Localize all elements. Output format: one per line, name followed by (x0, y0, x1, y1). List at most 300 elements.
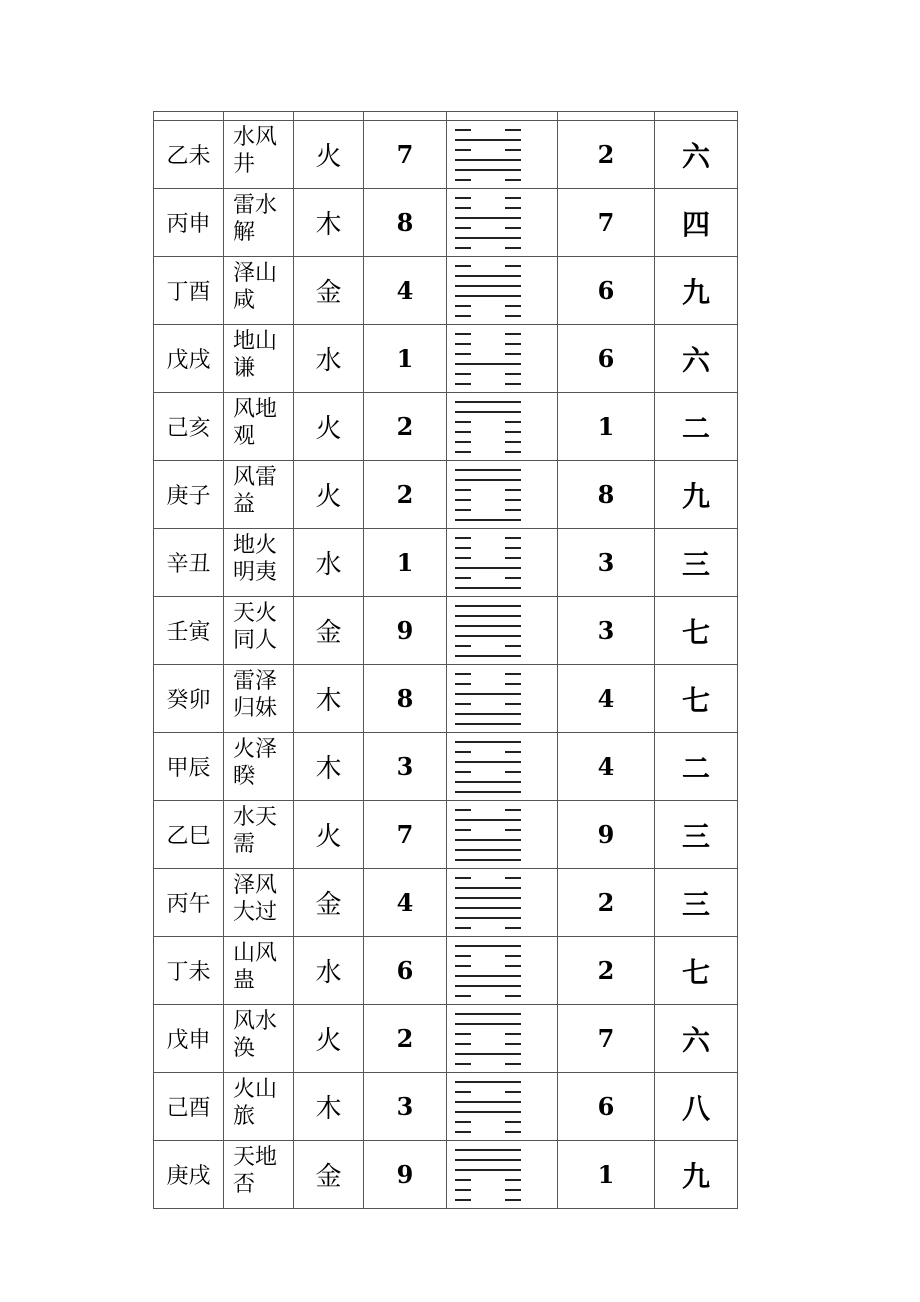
line-segment (505, 995, 521, 997)
number-cell: 9 (364, 1141, 447, 1209)
number-cell: 6 (558, 257, 655, 325)
yang-line (455, 1111, 521, 1113)
line-segment (455, 655, 521, 657)
line-segment (505, 373, 521, 375)
line-segment (505, 149, 521, 151)
line-segment (505, 315, 521, 317)
yang-line (455, 1169, 521, 1171)
line-segment (455, 247, 471, 249)
gua-name-cell (224, 869, 294, 937)
hexagram-icon (455, 332, 521, 385)
line-segment (455, 809, 471, 811)
gua-name-cell (224, 393, 294, 461)
table-row (154, 393, 738, 461)
table-row (154, 529, 738, 597)
gua-name-line1: 雷水 (233, 193, 278, 218)
gua-name-line1: 水风 (233, 125, 278, 150)
line-segment (455, 577, 471, 579)
number-cell: 6 (364, 937, 447, 1005)
line-segment (455, 285, 521, 287)
yang-line (455, 401, 521, 403)
yin-line (455, 1063, 521, 1065)
table-row (154, 1073, 738, 1141)
yin-line (455, 673, 521, 675)
yin-line (455, 1131, 521, 1133)
hexagram-icon (455, 1148, 521, 1201)
gua-name-line2: 明夷 (233, 560, 278, 585)
line-segment (505, 247, 521, 249)
yang-line (455, 139, 521, 141)
number-cell: 8 (558, 461, 655, 529)
gua-name-cell (224, 189, 294, 257)
line-segment (455, 1131, 471, 1133)
line-segment (455, 605, 521, 607)
element-cell: 金 (294, 869, 364, 937)
line-segment (455, 1053, 521, 1055)
line-segment (455, 421, 471, 423)
yin-line (455, 353, 521, 355)
line-segment (455, 1149, 521, 1151)
yang-line (455, 567, 521, 569)
line-segment (455, 975, 521, 977)
line-segment (455, 819, 521, 821)
hexagram-icon (455, 468, 521, 521)
line-segment (455, 1081, 521, 1083)
gua-name-line2: 谦 (233, 356, 256, 381)
line-segment (455, 907, 521, 909)
line-segment (505, 1179, 521, 1181)
yin-line (455, 1121, 521, 1123)
element-cell: 金 (294, 1141, 364, 1209)
line-segment (455, 839, 521, 841)
hexagram-icon (455, 672, 521, 725)
line-segment (455, 955, 471, 957)
table-row (154, 121, 738, 189)
line-segment (455, 295, 521, 297)
gua-name-cell (224, 529, 294, 597)
yun-cell: 六 (655, 121, 738, 189)
gua-name-line1: 地山 (233, 329, 278, 354)
gua-name-cell (224, 1141, 294, 1209)
gua-name-line1: 火泽 (233, 737, 278, 762)
line-segment (455, 519, 521, 521)
hexagram-table (153, 111, 738, 1209)
yang-line (455, 411, 521, 413)
line-segment (455, 431, 471, 433)
line-segment (455, 751, 471, 753)
line-segment (505, 431, 521, 433)
gua-name-line2: 睽 (233, 764, 256, 789)
yang-line (455, 741, 521, 743)
ganzhi-cell: 壬寅 (154, 597, 224, 665)
yin-line (455, 703, 521, 705)
hexagram-cell (447, 189, 558, 257)
number-cell: 8 (364, 665, 447, 733)
yang-line (455, 615, 521, 617)
line-segment (455, 489, 471, 491)
yin-line (455, 315, 521, 317)
yang-line (455, 1159, 521, 1161)
number-cell: 1 (558, 1141, 655, 1209)
yang-line (455, 761, 521, 763)
gua-name-cell (224, 1073, 294, 1141)
yin-line (455, 451, 521, 453)
yang-line (455, 1101, 521, 1103)
line-segment (455, 771, 471, 773)
line-segment (455, 897, 521, 899)
line-segment (455, 441, 471, 443)
element-cell: 金 (294, 597, 364, 665)
line-segment (455, 315, 471, 317)
gua-name-line1: 天地 (233, 1145, 278, 1170)
gua-name-cell (224, 665, 294, 733)
line-segment (455, 1091, 471, 1093)
line-segment (505, 1033, 521, 1035)
yang-line (455, 217, 521, 219)
line-segment (455, 1013, 521, 1015)
gua-name-cell (224, 801, 294, 869)
gua-name-cell (224, 733, 294, 801)
gua-name-line1: 地火 (233, 533, 278, 558)
line-segment (455, 945, 521, 947)
line-segment (455, 265, 471, 267)
number-cell: 6 (558, 325, 655, 393)
number-cell: 1 (558, 393, 655, 461)
hexagram-cell (447, 597, 558, 665)
yang-line (455, 655, 521, 657)
line-segment (455, 1159, 521, 1161)
gua-name-cell (224, 597, 294, 665)
gua-name-line2: 井 (233, 152, 256, 177)
yin-line (455, 995, 521, 997)
line-segment (505, 673, 521, 675)
line-segment (505, 451, 521, 453)
line-segment (455, 761, 521, 763)
line-segment (505, 577, 521, 579)
hexagram-icon (455, 876, 521, 929)
gua-name-line2: 大过 (233, 900, 278, 925)
line-segment (505, 751, 521, 753)
yin-line (455, 751, 521, 753)
ganzhi-cell: 丙午 (154, 869, 224, 937)
gua-name-line1: 风雷 (233, 465, 278, 490)
number-cell: 8 (364, 189, 447, 257)
line-segment (455, 343, 471, 345)
number-cell: 2 (558, 121, 655, 189)
line-segment (455, 557, 471, 559)
element-cell: 火 (294, 801, 364, 869)
gua-name-line1: 泽风 (233, 873, 278, 898)
ganzhi-cell: 戊戌 (154, 325, 224, 393)
line-segment (505, 1189, 521, 1191)
line-segment (455, 877, 471, 879)
yang-line (455, 693, 521, 695)
line-segment (455, 197, 471, 199)
table-row (154, 665, 738, 733)
yin-line (455, 149, 521, 151)
gua-name-line1: 山风 (233, 941, 278, 966)
yin-line (455, 129, 521, 131)
line-segment (455, 169, 521, 171)
yang-line (455, 859, 521, 861)
element-cell: 火 (294, 121, 364, 189)
yin-line (455, 683, 521, 685)
number-cell: 1 (364, 529, 447, 597)
ganzhi-cell: 丙申 (154, 189, 224, 257)
number-cell: 9 (558, 801, 655, 869)
line-segment (455, 723, 521, 725)
line-segment (455, 673, 471, 675)
yin-line (455, 247, 521, 249)
hexagram-icon (455, 400, 521, 453)
yin-line (455, 373, 521, 375)
element-cell: 水 (294, 325, 364, 393)
gua-name-cell (224, 121, 294, 189)
yun-cell: 二 (655, 733, 738, 801)
gua-name-line2: 涣 (233, 1036, 256, 1061)
yin-line (455, 227, 521, 229)
line-segment (455, 217, 521, 219)
yun-cell: 三 (655, 529, 738, 597)
line-segment (505, 829, 521, 831)
line-segment (505, 1199, 521, 1201)
yang-line (455, 1081, 521, 1083)
line-segment (455, 683, 471, 685)
line-segment (455, 1121, 471, 1123)
line-segment (505, 499, 521, 501)
line-segment (455, 917, 521, 919)
line-segment (505, 353, 521, 355)
line-segment (455, 645, 471, 647)
yin-line (455, 509, 521, 511)
yin-line (455, 179, 521, 181)
header-cell (364, 112, 447, 121)
gua-name-line2: 咸 (233, 288, 256, 313)
gua-name-cell (224, 325, 294, 393)
gua-name-line1: 火山 (233, 1077, 278, 1102)
line-segment (455, 149, 471, 151)
yun-cell: 七 (655, 665, 738, 733)
line-segment (505, 771, 521, 773)
line-segment (455, 927, 471, 929)
yang-line (455, 169, 521, 171)
line-segment (455, 499, 471, 501)
yang-line (455, 713, 521, 715)
yun-cell: 三 (655, 801, 738, 869)
yun-cell: 九 (655, 1141, 738, 1209)
yang-line (455, 469, 521, 471)
yang-line (455, 985, 521, 987)
yang-line (455, 887, 521, 889)
line-segment (455, 479, 521, 481)
yun-cell: 九 (655, 461, 738, 529)
line-segment (505, 537, 521, 539)
number-cell: 3 (558, 597, 655, 665)
header-cell (294, 112, 364, 121)
line-segment (505, 421, 521, 423)
number-cell: 9 (364, 597, 447, 665)
line-segment (505, 1043, 521, 1045)
line-segment (455, 509, 471, 511)
hexagram-cell (447, 937, 558, 1005)
line-segment (455, 849, 521, 851)
line-segment (505, 1091, 521, 1093)
yang-line (455, 819, 521, 821)
line-segment (455, 227, 471, 229)
line-segment (505, 1131, 521, 1133)
ganzhi-cell: 丁未 (154, 937, 224, 1005)
yang-line (455, 605, 521, 607)
line-segment (505, 1121, 521, 1123)
number-cell: 6 (558, 1073, 655, 1141)
yang-line (455, 237, 521, 239)
hexagram-cell (447, 801, 558, 869)
yang-line (455, 1013, 521, 1015)
yin-line (455, 537, 521, 539)
header-cell (655, 112, 738, 121)
gua-name-line2: 归妹 (233, 696, 278, 721)
yin-line (455, 955, 521, 957)
yang-line (455, 159, 521, 161)
yin-line (455, 577, 521, 579)
line-segment (455, 1169, 521, 1171)
line-segment (455, 965, 471, 967)
line-segment (455, 537, 471, 539)
line-segment (455, 887, 521, 889)
line-segment (505, 1063, 521, 1065)
line-segment (455, 985, 521, 987)
ganzhi-cell: 庚戌 (154, 1141, 224, 1209)
yin-line (455, 333, 521, 335)
yang-line (455, 1053, 521, 1055)
line-segment (505, 333, 521, 335)
ganzhi-cell: 乙巳 (154, 801, 224, 869)
line-segment (505, 179, 521, 181)
gua-name-line2: 解 (233, 220, 256, 245)
yang-line (455, 917, 521, 919)
line-segment (455, 995, 471, 997)
yun-cell: 二 (655, 393, 738, 461)
line-segment (505, 489, 521, 491)
hexagram-cell (447, 1005, 558, 1073)
line-segment (455, 703, 471, 705)
line-segment (455, 1189, 471, 1191)
hexagram-cell (447, 733, 558, 801)
line-segment (455, 1033, 471, 1035)
element-cell: 金 (294, 257, 364, 325)
yang-line (455, 781, 521, 783)
yang-line (455, 897, 521, 899)
ganzhi-cell: 丁酉 (154, 257, 224, 325)
number-cell: 2 (364, 1005, 447, 1073)
line-segment (505, 305, 521, 307)
line-segment (505, 927, 521, 929)
ganzhi-cell: 乙未 (154, 121, 224, 189)
ganzhi-cell: 己亥 (154, 393, 224, 461)
yin-line (455, 1189, 521, 1191)
yin-line (455, 343, 521, 345)
line-segment (505, 509, 521, 511)
line-segment (455, 713, 521, 715)
table-row (154, 801, 738, 869)
yun-cell: 三 (655, 869, 738, 937)
element-cell: 木 (294, 1073, 364, 1141)
table-row (154, 325, 738, 393)
hexagram-icon (455, 1012, 521, 1065)
yin-line (455, 645, 521, 647)
line-segment (505, 441, 521, 443)
gua-name-line1: 风地 (233, 397, 278, 422)
gua-name-line2: 蛊 (233, 968, 256, 993)
line-segment (455, 741, 521, 743)
gua-name-line2: 需 (233, 832, 256, 857)
number-cell: 4 (364, 869, 447, 937)
element-cell: 水 (294, 529, 364, 597)
yin-line (455, 771, 521, 773)
line-segment (455, 547, 471, 549)
header-cell (558, 112, 655, 121)
line-segment (455, 275, 521, 277)
gua-name-line2: 观 (233, 424, 256, 449)
element-cell: 木 (294, 733, 364, 801)
yin-line (455, 1199, 521, 1201)
line-segment (455, 1043, 471, 1045)
yun-cell: 七 (655, 937, 738, 1005)
hexagram-cell (447, 393, 558, 461)
table-row (154, 257, 738, 325)
yang-line (455, 791, 521, 793)
ganzhi-cell: 戊申 (154, 1005, 224, 1073)
line-segment (455, 411, 521, 413)
gua-name-line1: 泽山 (233, 261, 278, 286)
line-segment (455, 1111, 521, 1113)
yang-line (455, 285, 521, 287)
number-cell: 1 (364, 325, 447, 393)
line-segment (455, 1101, 521, 1103)
number-cell: 3 (558, 529, 655, 597)
element-cell: 火 (294, 393, 364, 461)
line-segment (455, 129, 471, 131)
line-segment (455, 179, 471, 181)
number-cell: 3 (364, 733, 447, 801)
number-cell: 7 (364, 121, 447, 189)
table-row (154, 597, 738, 665)
line-segment (505, 265, 521, 267)
line-segment (455, 587, 521, 589)
number-cell: 2 (558, 937, 655, 1005)
number-cell: 7 (558, 189, 655, 257)
yang-line (455, 275, 521, 277)
gua-name-line2: 否 (233, 1172, 256, 1197)
hexagram-icon (455, 740, 521, 793)
table-row (154, 869, 738, 937)
table-row (154, 1141, 738, 1209)
yin-line (455, 421, 521, 423)
gua-name-line2: 益 (233, 492, 256, 517)
line-segment (505, 343, 521, 345)
yang-line (455, 635, 521, 637)
hexagram-icon (455, 128, 521, 181)
line-segment (505, 129, 521, 131)
hexagram-cell (447, 1141, 558, 1209)
yang-line (455, 479, 521, 481)
yin-line (455, 1033, 521, 1035)
yun-cell: 六 (655, 1005, 738, 1073)
line-segment (455, 859, 521, 861)
header-cell (154, 112, 224, 121)
yin-line (455, 809, 521, 811)
table-row (154, 937, 738, 1005)
